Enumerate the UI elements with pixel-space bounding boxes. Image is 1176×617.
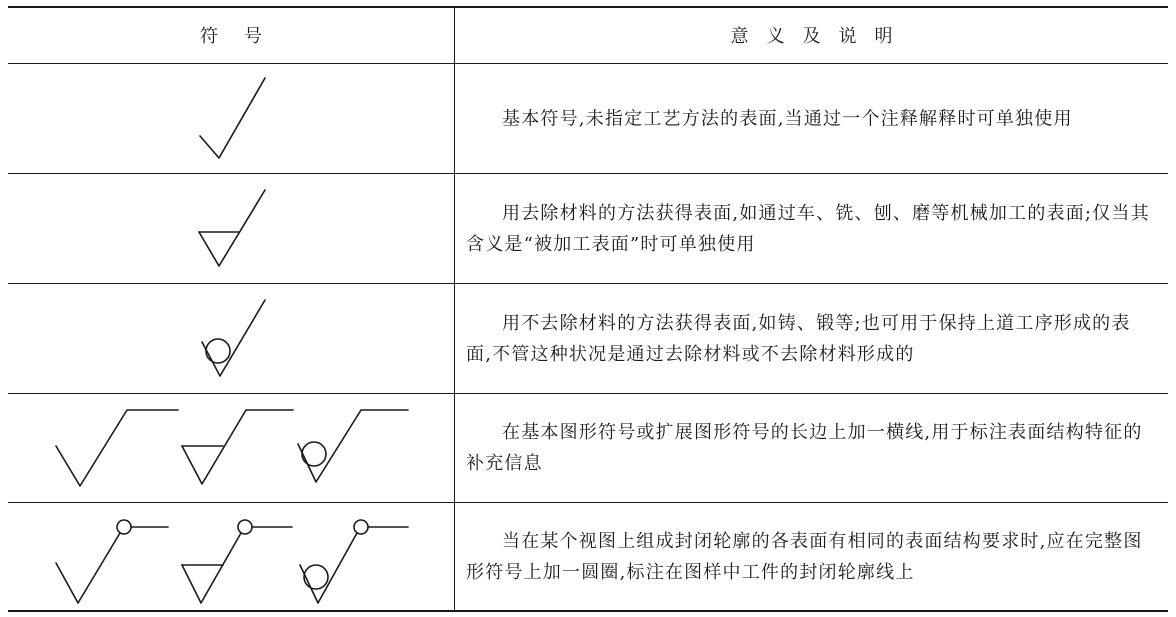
all-around-removal-symbol-icon bbox=[182, 520, 292, 603]
table-row bbox=[8, 284, 1168, 393]
material-removal-symbol-icon bbox=[8, 174, 454, 283]
symbol-cell bbox=[8, 503, 454, 610]
table-row bbox=[8, 394, 1168, 502]
complete-basic-symbol-icon bbox=[56, 410, 178, 486]
description-text: 在基本图形符号或扩展图形符号的长边上加一横线,用于标注表面结构特征的补充信息 bbox=[466, 422, 1143, 474]
description-text: 基本符号,未指定工艺方法的表面,当通过一个注释解释时可单独使用 bbox=[502, 108, 1073, 129]
description-text: 当在某个视图上组成封闭轮廓的各表面有相同的表面结构要求时,应在完整图形符号上加一圆圈,标注在图样中工件的封闭轮廓线上 bbox=[466, 530, 1143, 583]
complete-no-removal-symbol-icon bbox=[298, 410, 408, 482]
no-material-removal-symbol-icon bbox=[8, 284, 454, 393]
all-around-symbols-group bbox=[8, 503, 454, 610]
symbol-cell bbox=[8, 174, 454, 283]
header-symbol: 符号 bbox=[200, 25, 288, 47]
complete-symbols-group bbox=[8, 394, 454, 502]
table-row bbox=[8, 64, 1168, 173]
surface-symbol-table bbox=[8, 6, 1168, 612]
symbol-cell bbox=[8, 64, 454, 173]
table-bottom-rule bbox=[8, 610, 1168, 612]
symbol-cell bbox=[8, 394, 454, 502]
all-around-no-removal-symbol-icon bbox=[300, 520, 408, 603]
description-cell bbox=[466, 198, 1156, 260]
symbol-cell bbox=[8, 284, 454, 393]
description-cell bbox=[466, 103, 1156, 134]
description-text: 用去除材料的方法获得表面,如通过车、铣、刨、磨等机械加工的表面;仅当其含义是“被加工表面”时可单独使用 bbox=[466, 202, 1150, 255]
description-cell bbox=[466, 417, 1156, 479]
description-cell bbox=[466, 526, 1156, 588]
description-text: 用不去除材料的方法获得表面,如铸、锻等;也可用于保持上道工序形成的表面,不管这种状况是通过去除材料或不去除材料形成的 bbox=[466, 312, 1131, 365]
table-row bbox=[8, 503, 1168, 610]
header-meaning: 意义及说明 bbox=[730, 25, 911, 47]
complete-removal-symbol-icon bbox=[182, 410, 293, 484]
basic-symbol-icon bbox=[8, 64, 454, 173]
table-row bbox=[8, 174, 1168, 283]
description-cell bbox=[466, 308, 1156, 370]
all-around-basic-symbol-icon bbox=[56, 520, 168, 603]
